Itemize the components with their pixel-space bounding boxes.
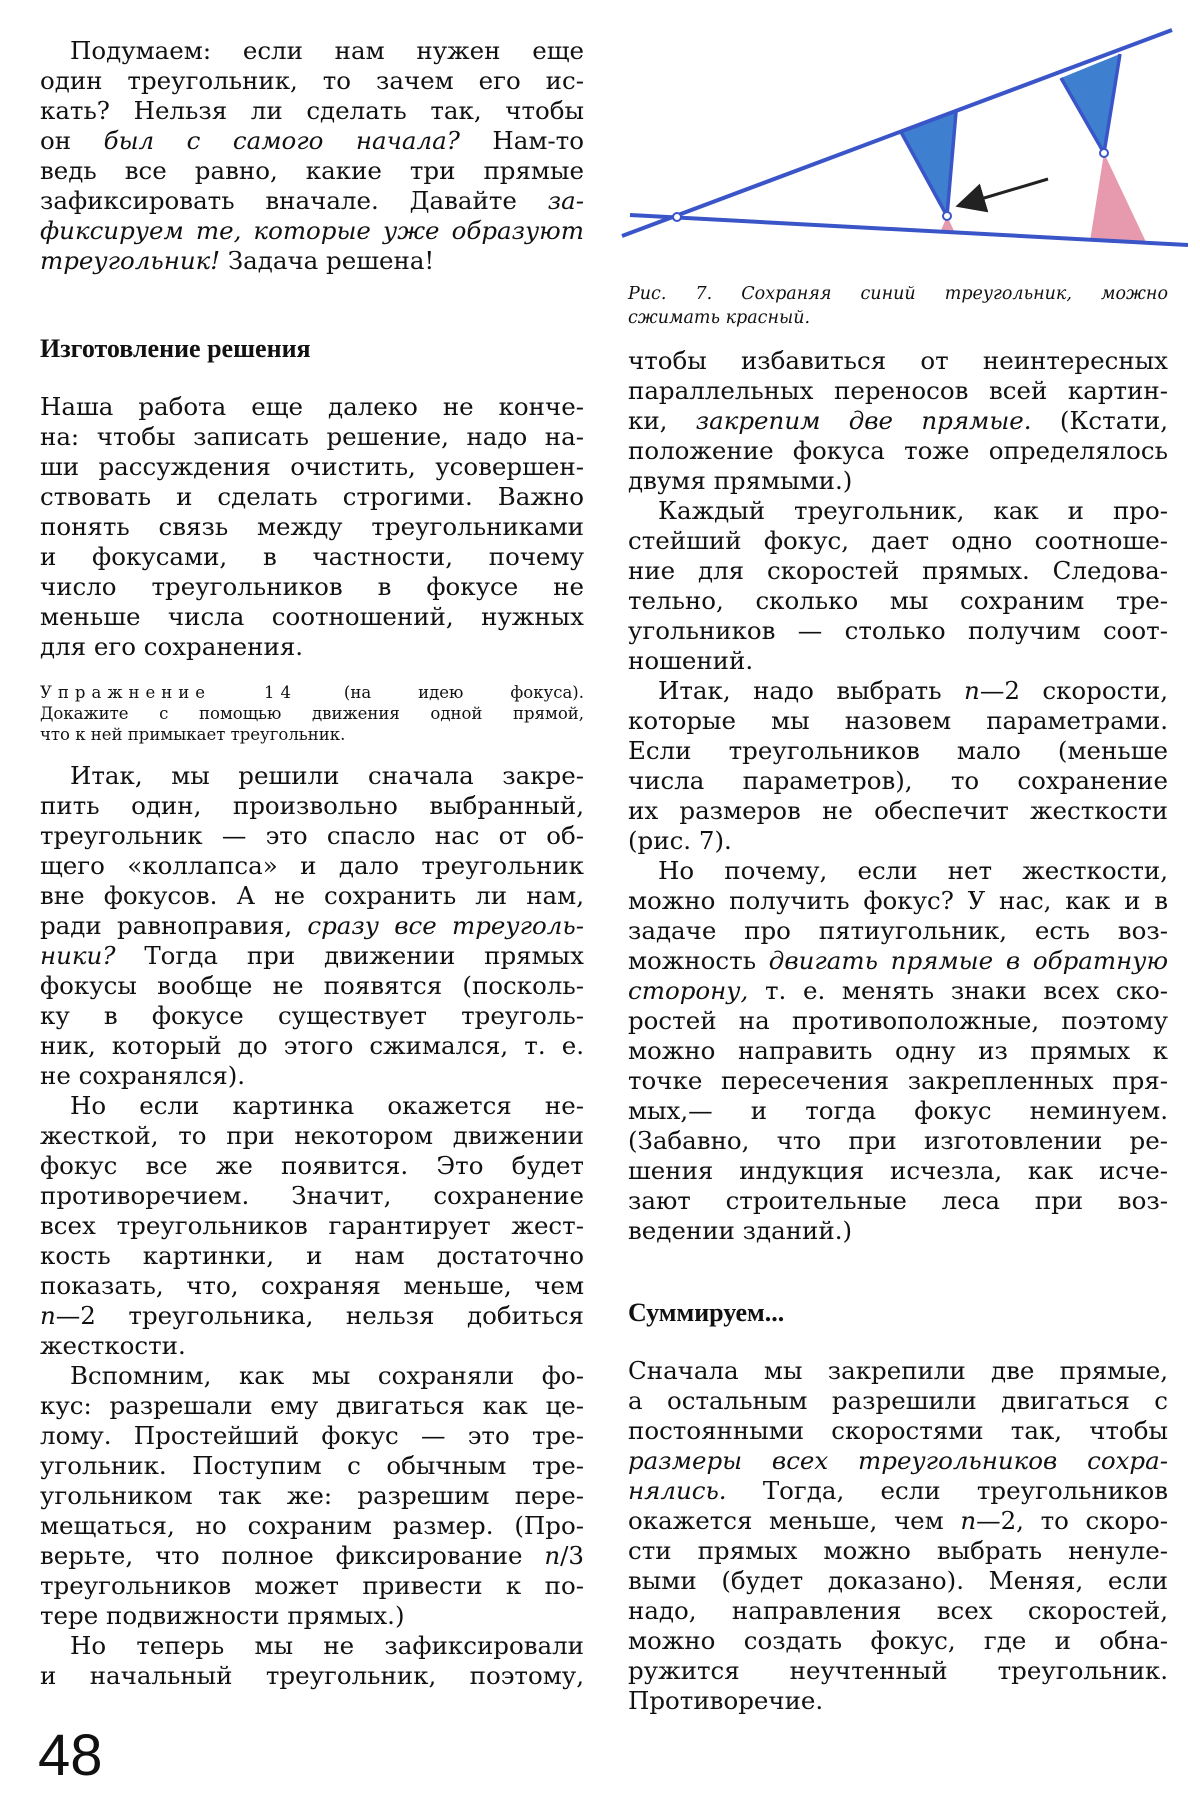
heading-summary: Суммируем...	[628, 1298, 785, 1327]
text-line: он был с самого начала? Нам-то	[40, 126, 584, 155]
figure-7	[612, 20, 1200, 260]
figure-caption-line: сжимать красный.	[628, 308, 811, 328]
vertex-right	[1100, 149, 1108, 157]
text-line: Итак, мы решили сначала закре-	[70, 761, 584, 790]
text-line: Но почему, если нет жесткости,	[658, 856, 1168, 885]
text-line: тельно, сколько мы сохраним тре-	[628, 586, 1168, 615]
text-line: сторону, т. е. менять знаки всех ско-	[628, 976, 1168, 1005]
paragraph-each-triangle	[628, 496, 1168, 676]
vertex-left	[943, 212, 951, 220]
text-line: (рис. 7).	[628, 826, 732, 855]
paragraph-summary	[628, 1356, 1168, 1716]
text-line: ружится неучтенный треугольник.	[628, 1656, 1168, 1685]
page-number: 48	[38, 1723, 103, 1788]
text-line: а остальным разрешили двигаться с	[628, 1386, 1168, 1415]
text-line: пить один, произвольно выбранный,	[40, 791, 584, 820]
text-line: ствовать и сделать строгими. Важно	[40, 482, 584, 511]
text-line: постоянными скоростями так, чтобы	[628, 1416, 1168, 1445]
text-line: стейший фокус, дает одно соотноше-	[628, 526, 1168, 555]
text-line: Каждый треугольник, как и про-	[658, 496, 1168, 525]
text-line: что к ней примыкает треугольник.	[40, 725, 346, 744]
text-line: нялись. Тогда, если треугольников	[628, 1476, 1168, 1505]
paragraph-why-focus	[628, 856, 1168, 1246]
text-line: противоречием. Значит, сохранение	[40, 1181, 584, 1210]
text-line: число треугольников в фокусе не	[40, 572, 584, 601]
text-line: фиксируем те, которые уже образуют	[40, 216, 584, 245]
text-line: ведении зданий.)	[628, 1216, 853, 1245]
movement-arrow	[964, 179, 1048, 204]
text-line: Упражнение 14 (на идею фокуса).	[40, 683, 584, 702]
text-line: не сохранялся).	[40, 1061, 246, 1090]
text-line: (Забавно, что при изготовлении ре-	[628, 1126, 1168, 1155]
text-line: ние для скоростей прямых. Следова-	[628, 556, 1168, 585]
text-line: числа параметров), то сохранение	[628, 766, 1168, 795]
text-line: Докажите с помощью движения одной прямой,	[40, 704, 584, 723]
text-line: можно направить одну из прямых к	[628, 1036, 1168, 1065]
text-line: ник, который до этого сжимался, т. е.	[40, 1031, 584, 1060]
text-line: надо, направления всех скоростей,	[628, 1596, 1168, 1625]
text-line: кус: разрешали ему двигаться как це-	[40, 1391, 584, 1420]
text-line: Если треугольников мало (меньше	[628, 736, 1168, 765]
text-line: и начальный треугольник, поэтому,	[40, 1661, 584, 1690]
text-line: всех треугольников гарантирует жест-	[40, 1211, 584, 1240]
text-line: фокус все же появится. Это будет	[40, 1151, 584, 1180]
text-line: окажется меньше, чем n—2, то скоро-	[628, 1506, 1168, 1535]
text-line: вне фокусов. А не сохранить ли нам,	[40, 881, 584, 910]
text-line: ношений.	[628, 646, 754, 675]
text-line: щего «коллапса» и дало треугольник	[40, 851, 584, 880]
text-line: угольником так же: разрешим пере-	[40, 1481, 584, 1510]
text-line: мых,— и тогда фокус неминуем.	[628, 1096, 1168, 1125]
text-line: угольник. Поступим с обычным тре-	[40, 1451, 584, 1480]
text-line: Вспомним, как мы сохраняли фо-	[70, 1361, 584, 1390]
text-line: чтобы избавиться от неинтересных	[628, 346, 1168, 375]
text-line: фокусы вообще не появятся (посколь-	[40, 971, 584, 1000]
text-line: можно получить фокус? У нас, как и в	[628, 886, 1168, 915]
text-line: их размеров не обеспечит жесткости	[628, 796, 1168, 825]
text-line: и фокусами, в частности, почему	[40, 542, 584, 571]
paragraph-recall-focus	[40, 1361, 584, 1631]
text-line: точке пересечения закрепленных пря-	[628, 1066, 1168, 1095]
text-line: жесткости.	[40, 1331, 186, 1360]
text-line: меньше числа соотношений, нужных	[40, 602, 584, 631]
vertex-intersection	[673, 213, 681, 221]
paragraph-work	[40, 392, 584, 662]
text-line: понять связь между треугольниками	[40, 512, 584, 541]
text-line: ростей на противоположные, поэтому	[628, 1006, 1168, 1035]
paragraph-fix-two-lines	[628, 346, 1168, 496]
text-line: ки, закрепим две прямые. (Кстати,	[628, 406, 1168, 435]
paragraph-parameters	[628, 676, 1168, 856]
text-line: на: чтобы записать решение, надо на-	[40, 422, 584, 451]
text-line: один треугольник, то зачем его ис-	[40, 66, 584, 95]
text-line: положение фокуса тоже определялось	[628, 436, 1168, 465]
left-column	[40, 36, 584, 1691]
text-line: ради равноправия, сразу все треуголь-	[40, 911, 584, 940]
text-line: размеры всех треугольников сохра-	[628, 1446, 1168, 1475]
text-line: Сначала мы закрепили две прямые,	[628, 1356, 1168, 1385]
text-line: Противоречие.	[628, 1686, 824, 1715]
text-line: Итак, надо выбрать n—2 скорости,	[658, 676, 1168, 705]
text-line: тере подвижности прямых.)	[40, 1601, 405, 1630]
text-line: двумя прямыми.)	[628, 466, 853, 495]
right-column	[628, 346, 1168, 1716]
text-line: параллельных переносов всей картин-	[628, 376, 1168, 405]
pink-triangle-large	[1090, 153, 1146, 242]
text-line: кость картинки, и нам достаточно	[40, 1241, 584, 1270]
text-line: выми (будет доказано). Меняя, если	[628, 1566, 1168, 1595]
text-line: ники? Тогда при движении прямых	[40, 941, 584, 970]
text-line: Подумаем: если нам нужен еще	[70, 36, 584, 65]
text-line: Наша работа еще далеко не конче-	[40, 392, 584, 421]
text-line: зафиксировать вначале. Давайте за-	[40, 186, 584, 215]
figure-caption-line: Рис. 7. Сохраняя синий треугольник, можно	[628, 284, 1168, 304]
text-line: Но теперь мы не зафиксировали	[70, 1631, 584, 1660]
text-line: n—2 треугольника, нельзя добиться	[40, 1301, 584, 1330]
paragraph-fix-triangle	[40, 761, 584, 1091]
text-line: можно создать фокус, где и обна-	[628, 1626, 1168, 1655]
text-line: ку в фокусе существует треуголь-	[40, 1001, 584, 1030]
text-line: кать? Нельзя ли сделать так, чтобы	[40, 96, 584, 125]
text-line: треугольников может привести к по-	[40, 1571, 584, 1600]
text-line: можность двигать прямые в обратную	[628, 946, 1169, 975]
text-line: Но если картинка окажется не-	[70, 1091, 584, 1120]
text-line: шения индукция исчезла, как исче-	[628, 1156, 1168, 1185]
paragraph-not-fixed	[40, 1631, 584, 1691]
text-line: сти прямых можно выбрать ненуле-	[628, 1536, 1168, 1565]
text-line: лому. Простейший фокус — это тре-	[40, 1421, 584, 1450]
text-line: треугольник — это спасло нас от об-	[40, 821, 584, 850]
line-upper	[622, 30, 1172, 236]
text-line: которые мы назовем параметрами.	[628, 706, 1168, 735]
exercise-14	[40, 682, 584, 745]
text-line: для его сохранения.	[40, 632, 304, 661]
paragraph-rigidity	[40, 1091, 584, 1361]
text-line: ши рассуждения очистить, усовершен-	[40, 452, 584, 481]
text-line: жесткой, то при некотором движении	[40, 1121, 584, 1150]
paragraph-intro	[40, 36, 584, 276]
text-line: зают строительные леса при воз-	[628, 1186, 1168, 1215]
heading-manufacturing-solution: Изготовление решения	[40, 334, 311, 363]
text-line: угольников — столько получим соот-	[628, 616, 1168, 645]
text-line: верьте, что полное фиксирование n/3	[40, 1541, 584, 1570]
text-line: треугольник! Задача решена!	[40, 246, 435, 275]
text-line: мещаться, но сохраним размер. (Про-	[40, 1511, 584, 1540]
text-line: задаче про пятиугольник, есть воз-	[628, 916, 1168, 945]
text-line: ведь все равно, какие три прямые	[40, 156, 584, 185]
text-line: показать, что, сохраняя меньше, чем	[40, 1271, 584, 1300]
